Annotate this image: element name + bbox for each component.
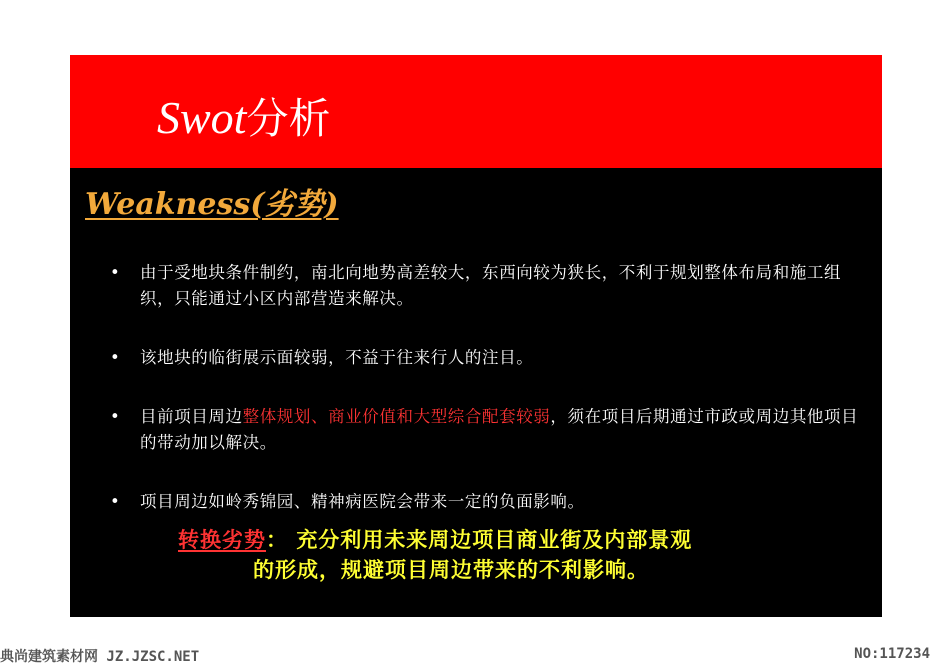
conclusion-colon: ：	[266, 528, 288, 552]
footer-watermark-site: 典尚建筑素材网 JZ.JZSC.NET	[0, 649, 200, 665]
bullet-item	[110, 404, 860, 456]
bullet-dot: •	[110, 348, 121, 367]
bullet-text-before: 目前项目周边	[140, 407, 243, 426]
slide-title	[157, 92, 331, 143]
bullet-item	[110, 260, 860, 312]
conclusion-line2: 的形成，规避项目周边带来的不利影响。	[253, 558, 649, 582]
bullet-text: 该地块的临街展示面较弱，不益于往来行人的注目。	[140, 348, 534, 367]
bullet-highlight: 整体规划、商业价值和大型综合配套较弱	[242, 407, 551, 426]
bullet-text: 由于受地块条件制约，南北向地势高差较大，东西向较为狭长，不利于规划整体布局和施工组织，只能通过小区内部营造来解决。	[140, 263, 842, 308]
bullet-text-after: ，须在项目后期通过市政或周边其他项目的带动加以解决。	[140, 407, 859, 452]
conclusion-label: 转换劣势	[178, 528, 266, 552]
bullet-item	[110, 345, 860, 371]
bullet-dot: •	[110, 407, 121, 426]
section-heading: Weakness(劣势)	[85, 187, 339, 222]
bullet-dot: •	[110, 263, 121, 282]
footer-watermark-number: NO:117234	[854, 646, 930, 662]
conclusion	[178, 525, 858, 585]
bullet-item	[110, 489, 860, 515]
conclusion-line1: 充分利用未来周边项目商业街及内部景观	[296, 528, 693, 552]
slide	[70, 55, 882, 617]
title-banner	[70, 55, 882, 168]
bullet-text: 项目周边如岭秀锦园、精神病医院会带来一定的负面影响。	[140, 492, 585, 511]
bullet-dot: •	[110, 492, 121, 511]
slide-title-latin: Swot	[157, 92, 247, 143]
slide-title-cjk: 分析	[246, 94, 331, 143]
